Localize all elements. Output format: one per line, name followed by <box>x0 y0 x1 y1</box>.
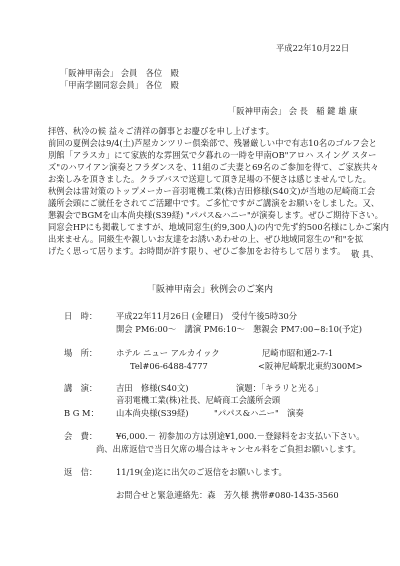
contact-info: お問合せと緊急連絡先：森 芳久様 携帯#080-1435-3560 <box>116 490 339 500</box>
body-line: 秋例会は雷対策のトップメーカー音羽電機工業(株)吉田修様(S40文)が当地の尼崎商工会 <box>48 186 376 196</box>
venue-label: 場 所： <box>64 348 98 358</box>
schedule-row <box>64 310 297 322</box>
venue-tel: Tel#06-6488-4777 <box>130 361 208 371</box>
body-line: 別館「アラスカ」にて家族的な雰囲気で夕暮れの一時を甲南OB"アロハ スイング スター <box>48 150 377 160</box>
notice-title: 「阪神甲南会」秋例会のご案内 <box>147 285 274 295</box>
bgm-row <box>64 407 189 419</box>
speaker-affiliation: 音羽電機工業(株)社長、尼崎商工会議所会頭 <box>116 395 281 405</box>
reply-row <box>64 466 287 478</box>
venue-row <box>64 347 220 359</box>
schedule-label: 日 時： <box>64 311 98 321</box>
fee-row <box>64 430 365 442</box>
body-line: 懇親会でBGMを山本尚央様(S39経) "パパス&ハニー"が演奏します。ぜひご期待下さい。 <box>48 210 383 220</box>
addressee-alumni: 「甲南学園同窓会員」 各位 殿 <box>60 80 179 90</box>
schedule-date: 平成22年11月26日 (金曜日) 受付午後5時30分 <box>116 311 298 321</box>
body-line: お楽しみを頂きました。クラブバスで送迎して頂き足場の不便さは感じませんでした。 <box>48 174 371 184</box>
body-line: 前回の夏例会は9/4(土)芦屋カンツリー倶楽部で、残暑厳しい中で有志10名のゴルフ会と <box>48 138 377 148</box>
body-line: ズ"のハワイアン演奏とフラダンスを、11組のご夫妻と69名のご参加を得て、ご家族共々 <box>48 162 379 172</box>
body-line: げたく思って居ります。お時間が許す限り、ぜひご参加をお待ちして居ります。 <box>48 246 346 256</box>
reply-deadline: 11/19(金)迄に出欠のご返信をお願いします。 <box>116 467 287 477</box>
venue-name: ホテル ニュー アルカイック <box>116 348 220 358</box>
addressee-members: 「阪神甲南会」 会員 各位 殿 <box>60 68 179 78</box>
letter-date: 平成22年10月22日 <box>276 43 350 53</box>
speaker-label: 講 演： <box>64 383 98 393</box>
body-line: 拝啓、秋冷の候 益々ご清祥の御事とお慶びを申し上げます。 <box>48 126 274 136</box>
fee-label: 会 費： <box>64 431 98 441</box>
reply-label: 返 信： <box>64 467 98 477</box>
body-line: 出来ません。同級生や親しいお友達をお誘いあわせの上、ぜひ地域同窓生の"和"を拡 <box>48 234 364 244</box>
bgm-group: "パパス&ハニー" 演奏 <box>214 408 304 418</box>
topic-label: 演題： <box>236 383 261 393</box>
fee-amount: ¥6,000.－ 初参加の方は別途¥1,000.－登録料をお支払い下さい。 <box>116 431 365 441</box>
venue-access: <阪神尼崎駅北東約300M> <box>258 361 363 371</box>
closing-salutation: 敬 具、 <box>351 249 379 259</box>
talk-topic <box>236 382 323 394</box>
topic-title: 「キラリと光る」 <box>260 383 324 393</box>
speaker-name: 吉田 修様(S40文) <box>116 383 189 393</box>
fee-cancel-note: 尚、出席返信で当日欠席の場合はキャンセル料をご負担お願いします。 <box>96 444 361 454</box>
schedule-times: 開会 PM6:00～ 講演 PM6:10～ 懇親会 PM7:00~8:10(予定) <box>116 324 362 334</box>
venue-address: 尼崎市昭和通2-7-1 <box>262 348 334 358</box>
body-line: 同窓会HPにも掲載してますが、地域同窓生(約9,300人)の内で先ず約500名様にしかご案内 <box>48 222 389 232</box>
bgm-label: B G M： <box>64 408 99 418</box>
sender-line: 「阪神甲南会」 会 長 稲 鍵 雄 康 <box>228 106 358 116</box>
bgm-performer: 山本尚央様(S39経) <box>116 408 189 418</box>
body-line: 議所会頭にご就任をされてご活躍中です。ご多忙ですがご講演をお願いをしました。又、 <box>48 198 380 208</box>
speaker-row <box>64 382 189 394</box>
